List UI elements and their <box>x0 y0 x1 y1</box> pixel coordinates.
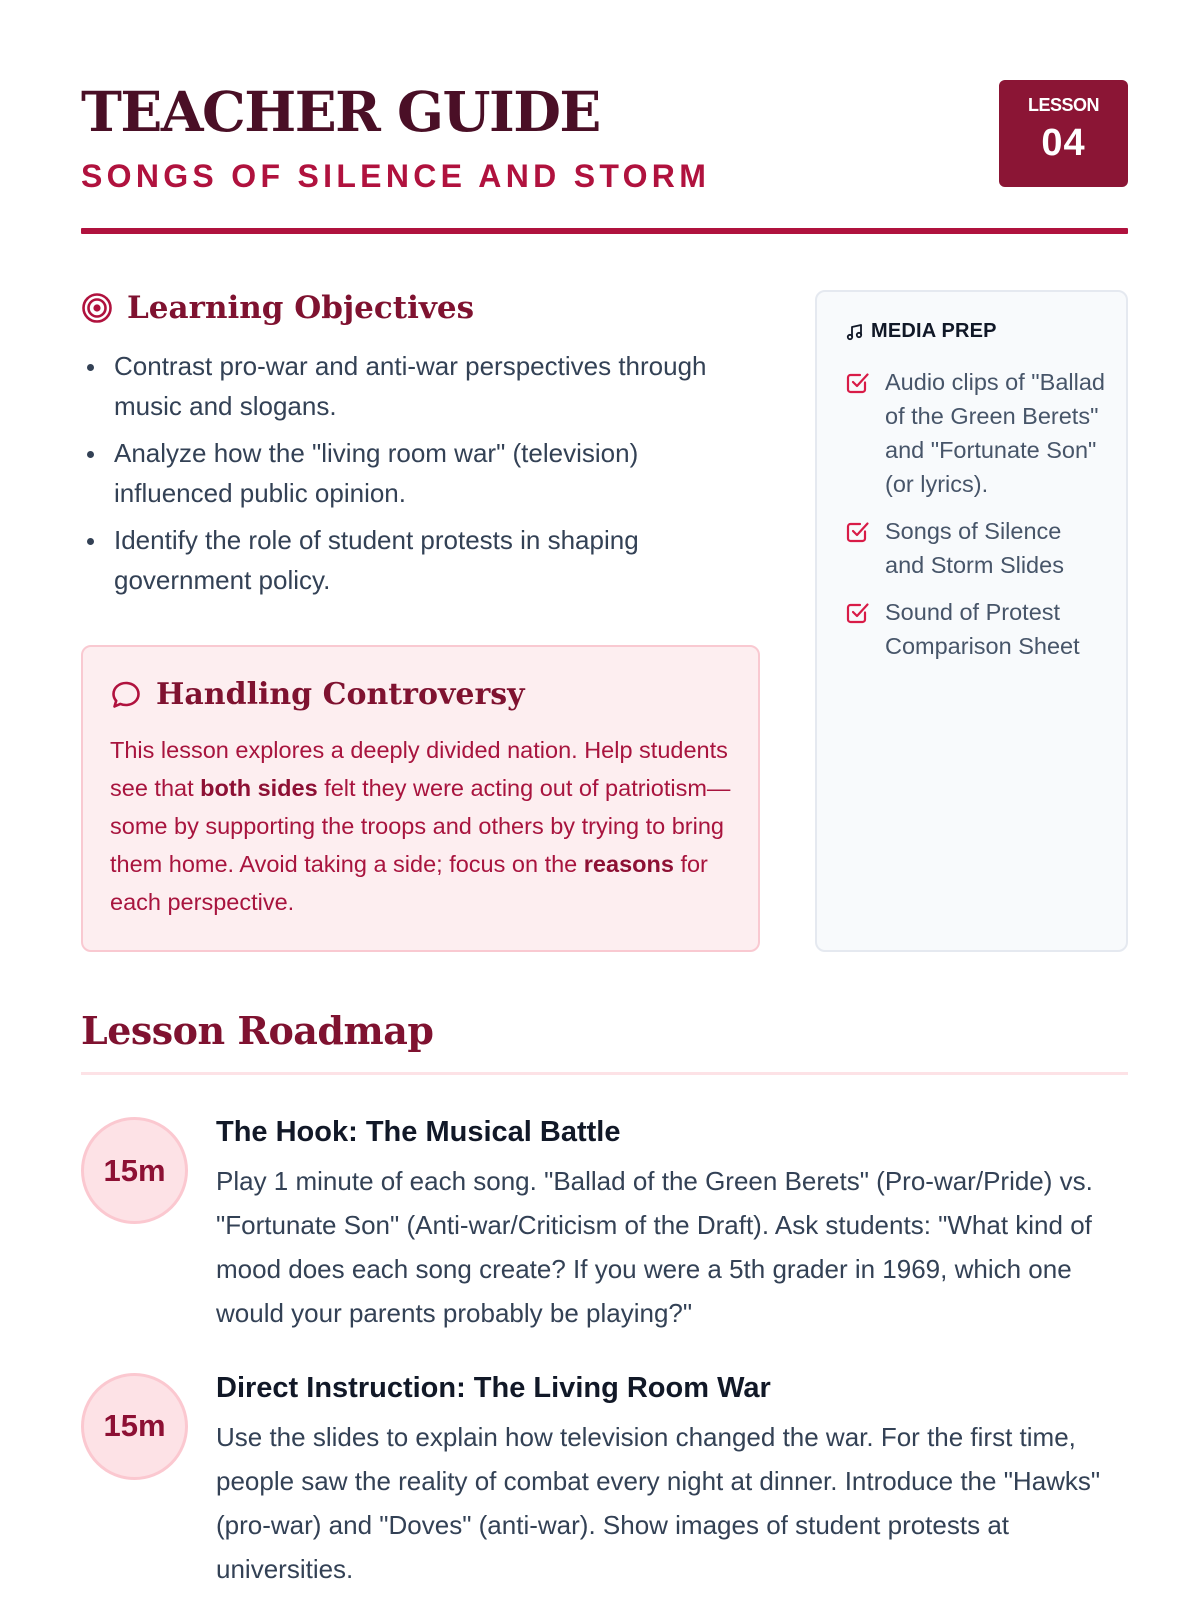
controversy-emphasis: reasons <box>583 851 674 877</box>
media-prep-title <box>845 320 1106 343</box>
step-title: The Hook: The Musical Battle <box>216 1116 621 1148</box>
lesson-number: 04 <box>1041 122 1086 164</box>
controversy-heading-text: Handling Controversy <box>156 677 525 712</box>
roadmap-title: Lesson Roadmap <box>81 1008 434 1053</box>
learning-objectives-section <box>81 289 761 607</box>
step-duration-badge: 15m <box>81 1373 188 1480</box>
media-prep-item <box>845 514 1106 582</box>
lesson-badge <box>999 80 1128 187</box>
lesson-label: LESSON <box>1027 95 1099 115</box>
objective-item: Identify the role of student protests in shaping government policy. <box>81 520 761 600</box>
objectives-list <box>81 346 761 600</box>
target-icon <box>81 292 113 324</box>
roadmap-step <box>81 1373 1128 1591</box>
step-duration-badge: 15m <box>81 1117 188 1224</box>
speech-bubble-icon <box>110 679 142 711</box>
media-prep-title-text: MEDIA PREP <box>871 320 997 342</box>
step-description: Play 1 minute of each song. "Ballad of the Green Berets" (Pro-war/Pride) vs. "Fortunate Son" (Anti-war/Criticism of the Draft). Ask students: "What kind of mood does each song create? If you were a 5th grader in 1969, which one would your parents probably be playing?" <box>216 1165 1093 1328</box>
media-prep-item-text: Songs of Silence and Storm Slides <box>885 518 1064 578</box>
checkbox-checked-icon <box>845 600 871 626</box>
roadmap-divider <box>81 1072 1128 1075</box>
roadmap-step <box>81 1117 1128 1335</box>
page-subtitle: SONGS OF SILENCE AND STORM <box>81 158 711 194</box>
media-prep-list <box>845 365 1106 663</box>
page-header <box>81 78 1128 236</box>
controversy-text-part: felt they were acting out of patriotism—some by supporting the troops and others by trying to bring them home. Avoid taking a side; focus on the <box>110 775 731 877</box>
controversy-text <box>110 731 738 921</box>
controversy-text-part: This lesson explores a deeply divided nation. Help students see that <box>110 737 728 801</box>
controversy-emphasis: both sides <box>200 775 318 801</box>
objective-item: Contrast pro-war and anti-war perspectives through music and slogans. <box>81 346 761 426</box>
header-divider <box>81 228 1128 234</box>
page-title: TEACHER GUIDE <box>81 79 600 144</box>
music-note-icon <box>845 322 865 342</box>
media-prep-item <box>845 595 1106 663</box>
media-prep-item-text: Sound of Protest Comparison Sheet <box>885 599 1080 659</box>
checkbox-checked-icon <box>845 370 871 396</box>
objectives-heading <box>81 289 761 326</box>
controversy-text-part: for each perspective. <box>110 851 708 915</box>
objectives-heading-text: Learning Objectives <box>127 289 475 326</box>
checkbox-checked-icon <box>845 519 871 545</box>
media-prep-item <box>845 365 1106 501</box>
media-prep-item-text: Audio clips of "Ballad of the Green Berets" and "Fortunate Son" (or lyrics). <box>885 369 1105 497</box>
step-description: Use the slides to explain how television changed the war. For the first time, people saw the reality of combat every night at dinner. Introduce the "Hawks" (pro-war) and "Doves" (anti-war). Show images of student protests at universities. <box>216 1421 1101 1584</box>
step-title: Direct Instruction: The Living Room War <box>216 1371 771 1404</box>
handling-controversy-callout <box>81 645 760 952</box>
objective-item: Analyze how the "living room war" (television) influenced public opinion. <box>81 433 761 513</box>
media-prep-panel <box>815 290 1128 952</box>
controversy-heading <box>110 679 738 711</box>
lesson-roadmap-section <box>81 1008 1128 1591</box>
